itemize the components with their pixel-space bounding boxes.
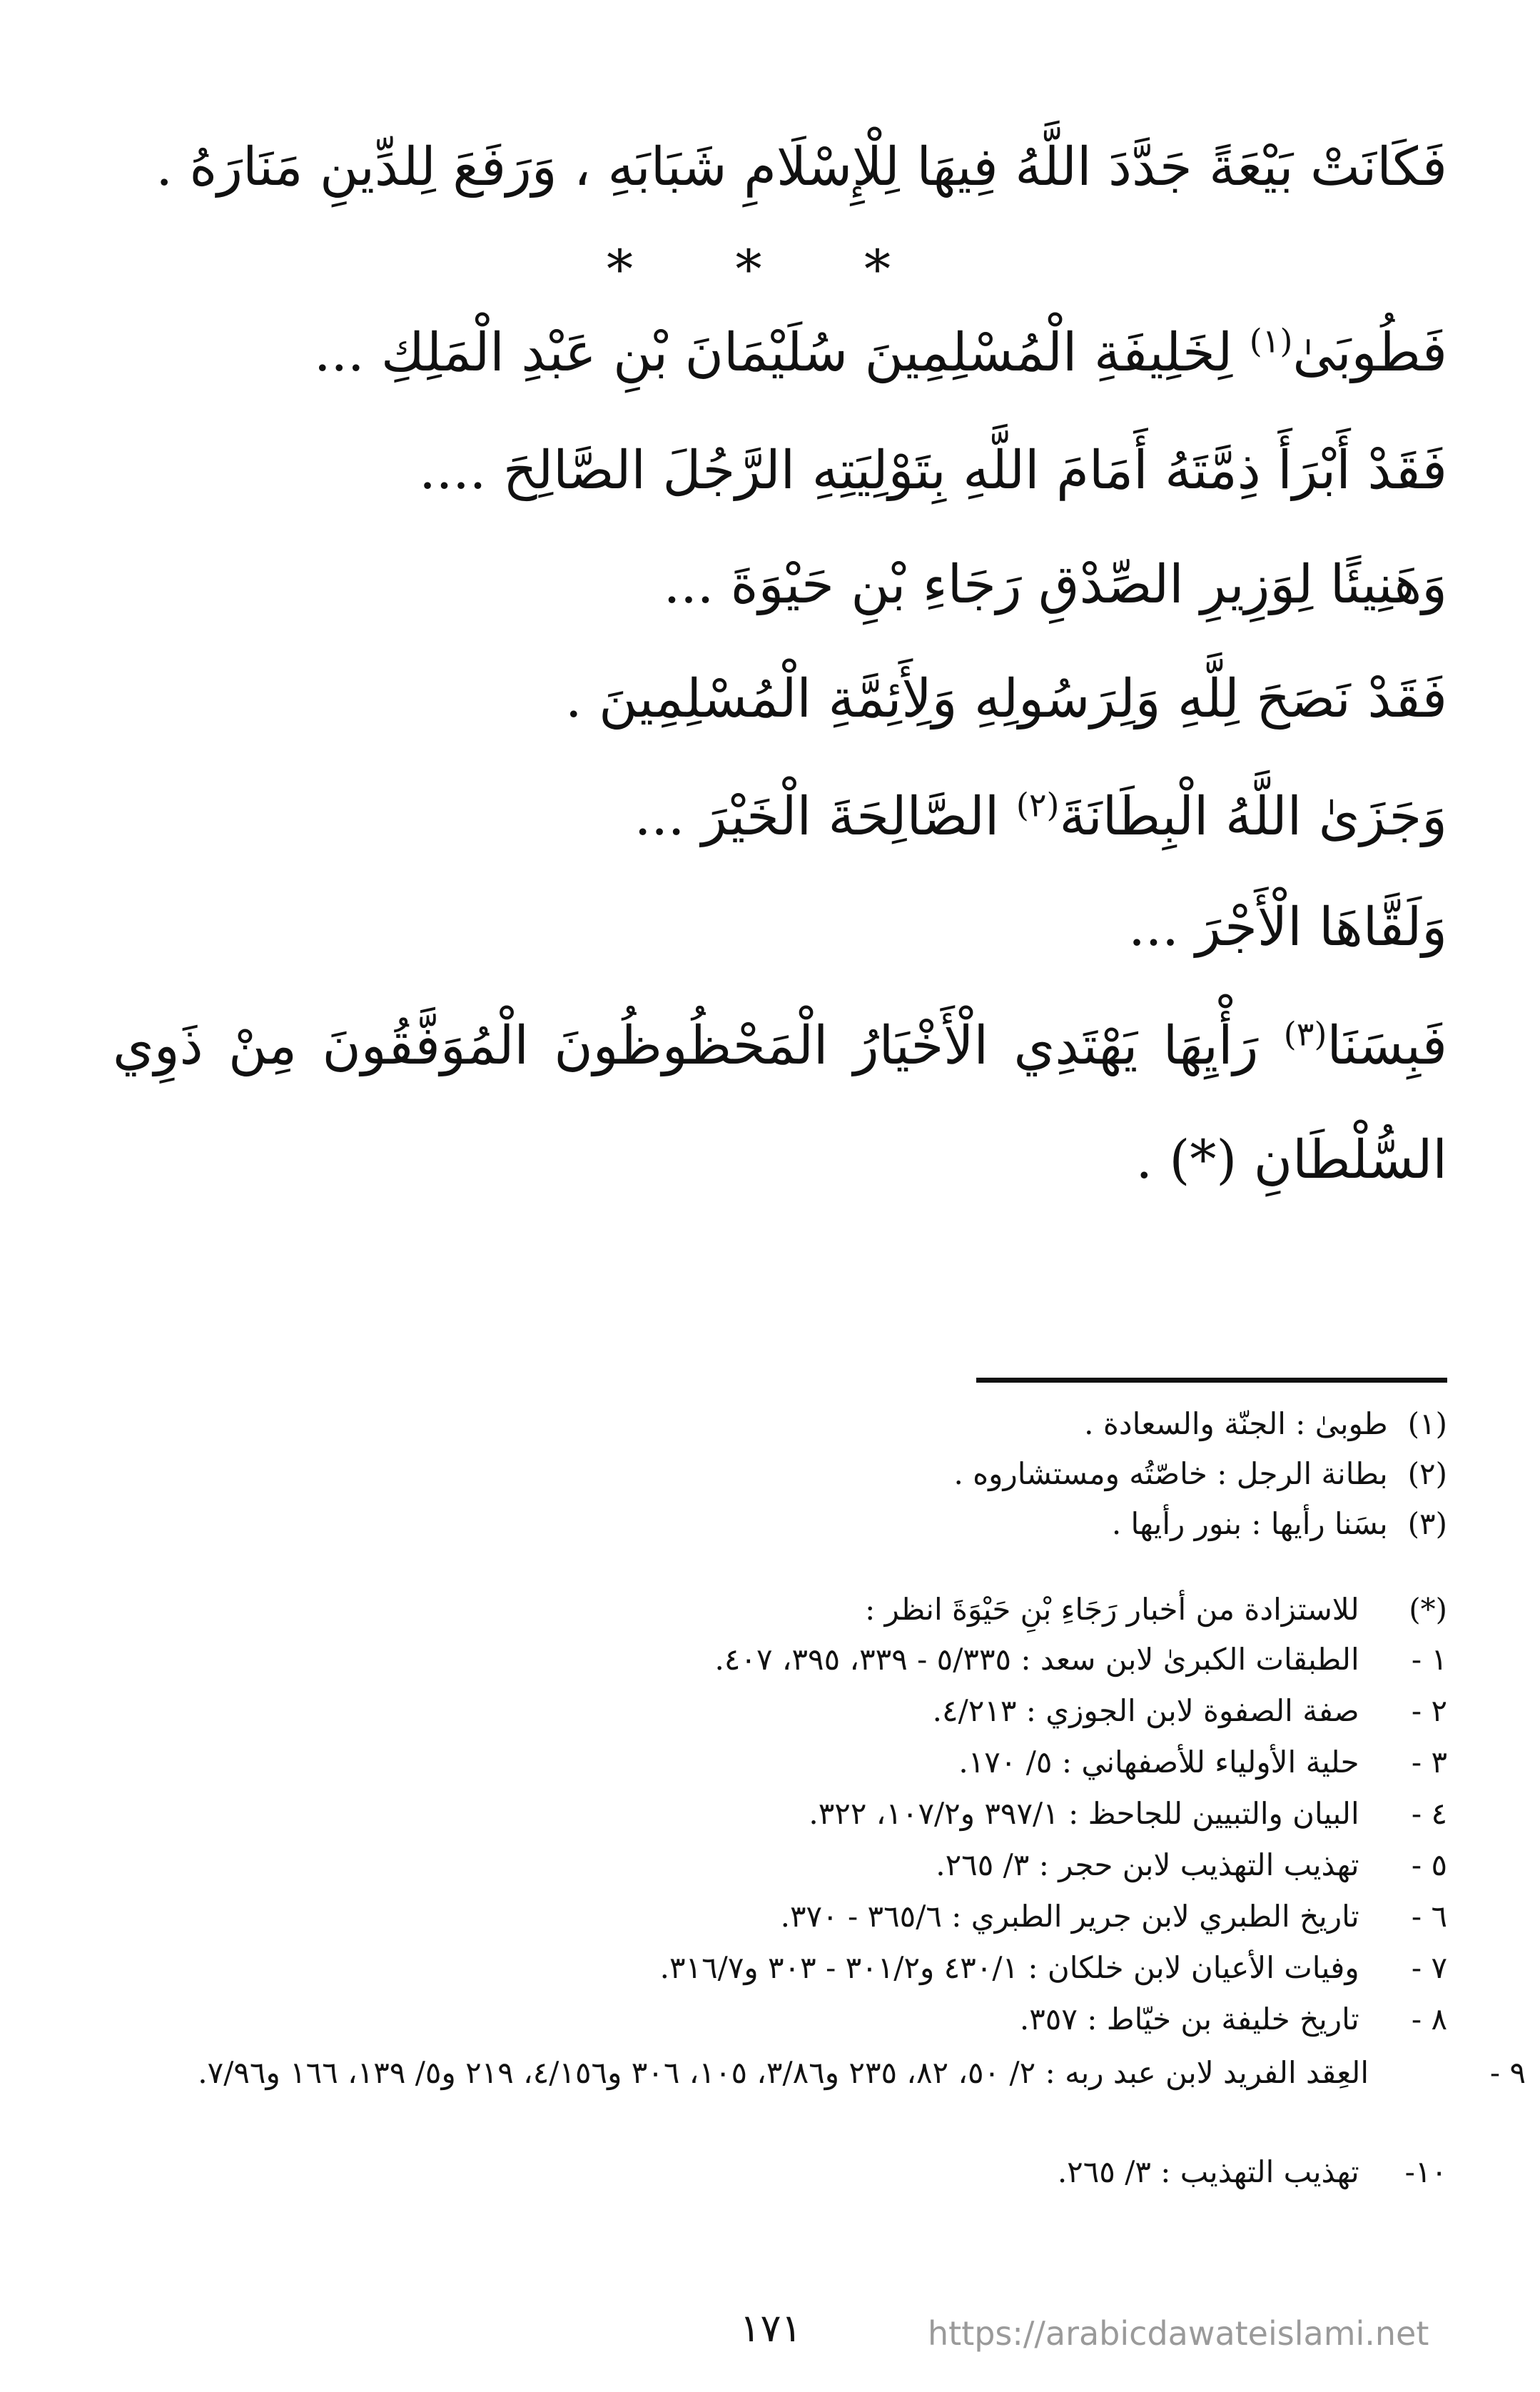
main-line-7: وَلَقَّاهَا الْأَجْرَ ... <box>1128 897 1447 958</box>
footnote-ref-3[interactable]: (٣) <box>1283 1014 1327 1054</box>
footnote-mark: (١) <box>1407 1406 1447 1441</box>
source-text: تهذيب التهذيب : ٣/ ٢٦٥. <box>1057 2154 1359 2189</box>
source-watermark: https://arabicdawateislami.net <box>928 2314 1429 2353</box>
source-number: ٤ - <box>1411 1796 1447 1831</box>
main-line-8-rest: رَأْيِهَا يَهْتَدِي الْأَخْيَارُ الْمَحْظُوظُونَ الْمُوَفَّقُونَ مِنْ ذَوِي السُّلْطَانِ (*) . <box>113 1015 1447 1191</box>
footnote-ref-2[interactable]: (٢) <box>1015 785 1060 824</box>
main-line-6-rest: الصَّالِحَةَ الْخَيْرَ ... <box>634 786 1016 847</box>
footnote-1 <box>91 1406 1447 1442</box>
footnote-text: بسَنا رأيها : بنور رأيها . <box>1111 1506 1388 1541</box>
main-line-2-rest: لِخَلِيفَةِ الْمُسْلِمِينَ سُلَيْمَانَ بْنِ عَبْدِ الْمَلِكِ ... <box>313 322 1250 383</box>
source-item-6 <box>91 1899 1447 1934</box>
sources-intro-text: للاستزادة من أخبار رَجَاءِ بْنِ حَيْوَةَ انظر : <box>865 1592 1359 1627</box>
sources-intro <box>91 1592 1447 1628</box>
source-text: تهذيب التهذيب لابن حجر : ٣/ ٢٦٥. <box>936 1847 1359 1882</box>
source-item-7 <box>91 1950 1447 1986</box>
source-item-5 <box>91 1847 1447 1883</box>
footnote-text: بطانة الرجل : خاصّتُه ومستشاروه . <box>953 1456 1388 1491</box>
source-text: وفيات الأعيان لابن خلكان : ٤٣٠/١ و٣٠١/٢ - ٣٠٣ و٣١٦/٧. <box>659 1950 1359 1985</box>
main-line-2-text: فَطُوبَىٰ <box>1292 322 1447 383</box>
footnote-3 <box>91 1506 1447 1542</box>
source-item-2 <box>91 1693 1447 1729</box>
main-line-8 <box>113 989 1447 1217</box>
main-line-5: فَقَدْ نَصَحَ لِلَّهِ وَلِرَسُولِهِ وَلِأَئِمَّةِ الْمُسْلِمِينَ . <box>565 668 1447 730</box>
main-line-6-text: وَجَزَىٰ اللَّهُ الْبِطَانَةَ <box>1059 786 1447 847</box>
source-text: الطبقات الكبرىٰ لابن سعد : ٥/٣٣٥ - ٣٣٩، ٣٩٥، ٤٠٧. <box>714 1642 1359 1677</box>
page-number: ١٧١ <box>739 2306 802 2351</box>
footnote-divider <box>976 1378 1447 1383</box>
source-number: ٥ - <box>1411 1847 1447 1882</box>
footnote-ref-1[interactable]: (١) <box>1249 321 1293 360</box>
source-item-4 <box>91 1796 1447 1832</box>
source-number: ١ - <box>1411 1642 1447 1677</box>
section-separator: * * * <box>606 239 934 301</box>
footnote-mark: (٢) <box>1407 1456 1447 1491</box>
source-item-3 <box>91 1745 1447 1780</box>
footnote-text: طوبىٰ : الجنّة والسعادة . <box>1084 1406 1388 1441</box>
source-number: ٨ - <box>1411 2002 1447 2037</box>
source-number: ٩ - <box>1489 2055 1526 2090</box>
main-line-1: فَكَانَتْ بَيْعَةً جَدَّدَ اللَّهُ فِيهَا لِلْإِسْلَامِ شَبَابَهِ ، وَرَفَعَ لِلدِّينِ مَنَارَهُ . <box>156 136 1447 198</box>
footnote-mark: (٣) <box>1407 1506 1447 1541</box>
main-line-8-text: فَبِسَنَا <box>1327 1015 1447 1076</box>
source-item-10 <box>91 2154 1447 2190</box>
source-number: ١٠- <box>1404 2154 1447 2189</box>
source-text: صفة الصفوة لابن الجوزي : ٤/٢١٣. <box>932 1693 1359 1728</box>
footnote-2 <box>91 1456 1447 1492</box>
source-text: العِقد الفريد لابن عبد ربه : ٢/ ٥٠، ٨٢، ٢٣٥ و٣/٨٦، ١٠٥، ٣٠٦ و٤/١٥٦، ٢١٩ و٥/ ١٣٩، ١٦٦ و٧/٩٦. <box>198 2055 1369 2090</box>
main-line-2 <box>113 321 1447 385</box>
source-number: ٢ - <box>1411 1693 1447 1728</box>
source-item-8 <box>91 2002 1447 2037</box>
main-line-3: فَقَدْ أَبْرَأَ ذِمَّتَهُ أَمَامَ اللَّهِ بِتَوْلِيَتِهِ الرَّجُلَ الصَّالِحَ .... <box>419 440 1447 501</box>
sources-intro-mark: (*) <box>1409 1592 1447 1627</box>
source-number: ٧ - <box>1411 1950 1447 1985</box>
source-item-1 <box>91 1642 1447 1677</box>
main-line-6 <box>113 785 1447 849</box>
main-line-4: وَهَنِيئًا لِوَزِيرِ الصِّدْقِ رَجَاءِ بْنِ حَيْوَةَ ... <box>663 554 1447 615</box>
source-text: تاريخ خليفة بن خيّاط : ٣٥٧. <box>1019 2002 1359 2037</box>
source-text: البيان والتبيين للجاحظ : ٣٩٧/١ و١٠٧/٢، ٣٢٢. <box>809 1796 1359 1831</box>
source-text: حلية الأولياء للأصفهاني : ٥/ ١٧٠. <box>958 1745 1359 1780</box>
source-item-9 <box>91 2047 1526 2099</box>
source-number: ٣ - <box>1411 1745 1447 1780</box>
source-number: ٦ - <box>1411 1899 1447 1934</box>
source-text: تاريخ الطبري لابن جرير الطبري : ٣٦٥/٦ - ٣٧٠. <box>780 1899 1359 1934</box>
